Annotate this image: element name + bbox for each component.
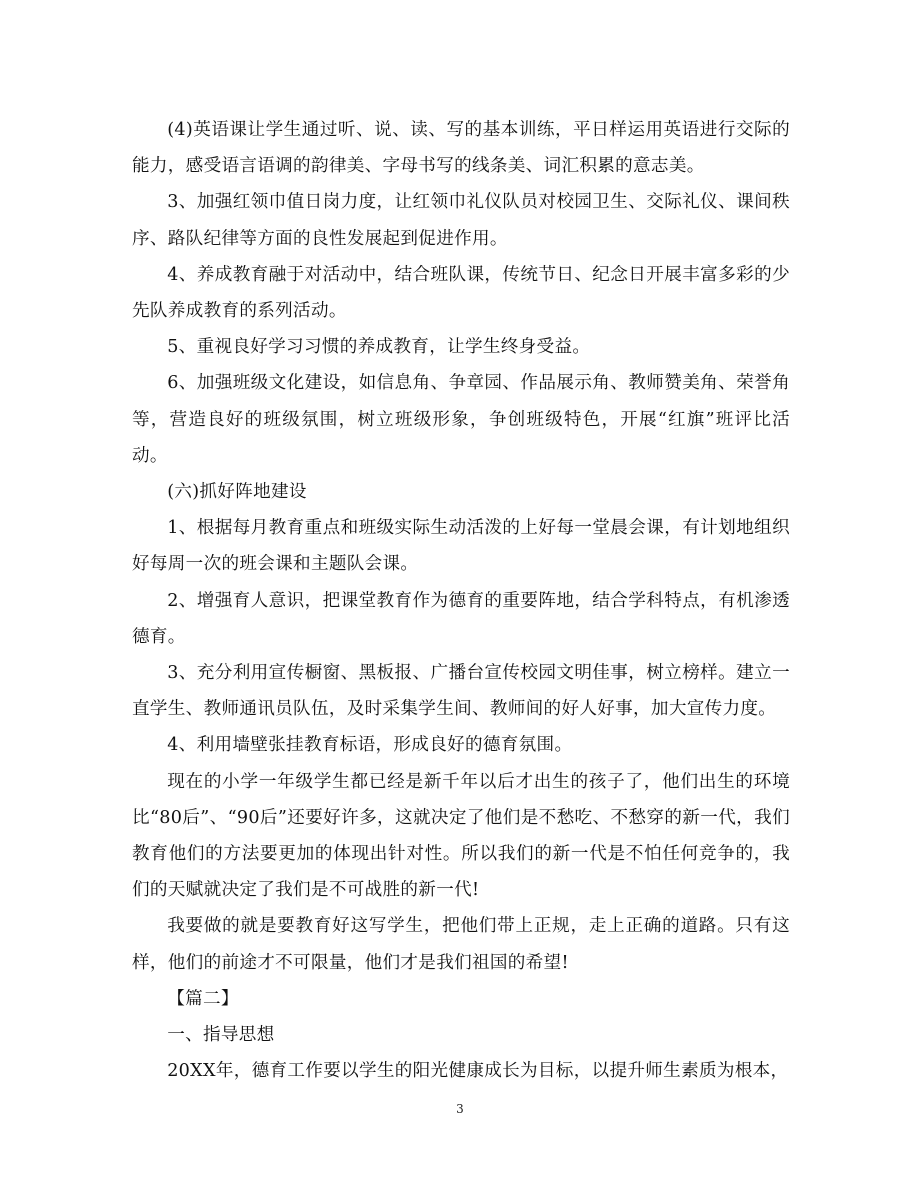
paragraph-morning-meeting: 1、根据每月教育重点和班级实际生动活泼的上好每一堂晨会课，有计划地组织好每周一次的班会课和主题队会课。	[132, 518, 790, 575]
heading-part-two: 【篇二】	[167, 988, 239, 1009]
heading-guiding-ideology: 一、指导思想	[167, 1025, 275, 1046]
paragraph-publicity: 3、充分利用宣传橱窗、黑板报、广播台宣传校园文明佳事，树立榜样。建立一直学生、教师通讯员队伍，及时采集学生间、教师间的好人好事，加大宣传力度。	[132, 663, 790, 720]
paragraph-classroom-moral: 2、增强育人意识，把课堂教育作为德育的重要阵地，结合学科特点，有机渗透德育。	[132, 590, 790, 647]
document-body	[132, 112, 790, 1089]
paragraph-red-scarf-duty: 3、加强红领巾值日岗力度，让红领巾礼仪队员对校园卫生、交际礼仪、课间秩序、路队纪律等方面的良性发展起到促进作用。	[132, 192, 790, 249]
paragraph-year-goal: 20XX年，德育工作要以学生的阳光健康成长为目标，以提升师生素质为根本，	[167, 1061, 789, 1082]
paragraph-wall-slogans: 4、利用墙壁张挂教育标语，形成良好的德育氛围。	[167, 735, 573, 756]
paragraph-new-generation: 现在的小学一年级学生都已经是新千年以后才出生的孩子了，他们出生的环境比“80后”、“90后”还要好许多，这就决定了他们是不愁吃、不愁穿的新一代，我们教育他们的方法要更加的体现出针对性。所以我们的新一代是不怕任何竞争的，我们的天赋就决定了我们是不可战胜的新一代!	[132, 771, 790, 901]
paragraph-study-habits: 5、重视良好学习习惯的养成教育，让学生终身受益。	[167, 337, 591, 358]
page-number: 3	[456, 1102, 464, 1116]
paragraph-english-class: (4)英语课让学生通过听、说、读、写的基本训练，平日样运用英语进行交际的能力，感受语言语调的韵律美、字母书写的线条美、词汇积累的意志美。	[132, 120, 790, 177]
section-heading-positions: (六)抓好阵地建设	[167, 482, 307, 503]
paragraph-habit-activities: 4、养成教育融于对活动中，结合班队课，传统节日、纪念日开展丰富多彩的少先队养成教育的系列活动。	[132, 264, 790, 322]
paragraph-class-culture: 6、加强班级文化建设，如信息角、争章园、作品展示角、教师赞美角、荣誉角等，营造良好的班级氛围，树立班级形象，争创班级特色，开展“红旗”班评比活动。	[132, 373, 790, 466]
paragraph-hope: 我要做的就是要教育好这写学生，把他们带上正规，走上正确的道路。只有这样，他们的前途才不可限量，他们才是我们祖国的希望!	[132, 916, 790, 973]
